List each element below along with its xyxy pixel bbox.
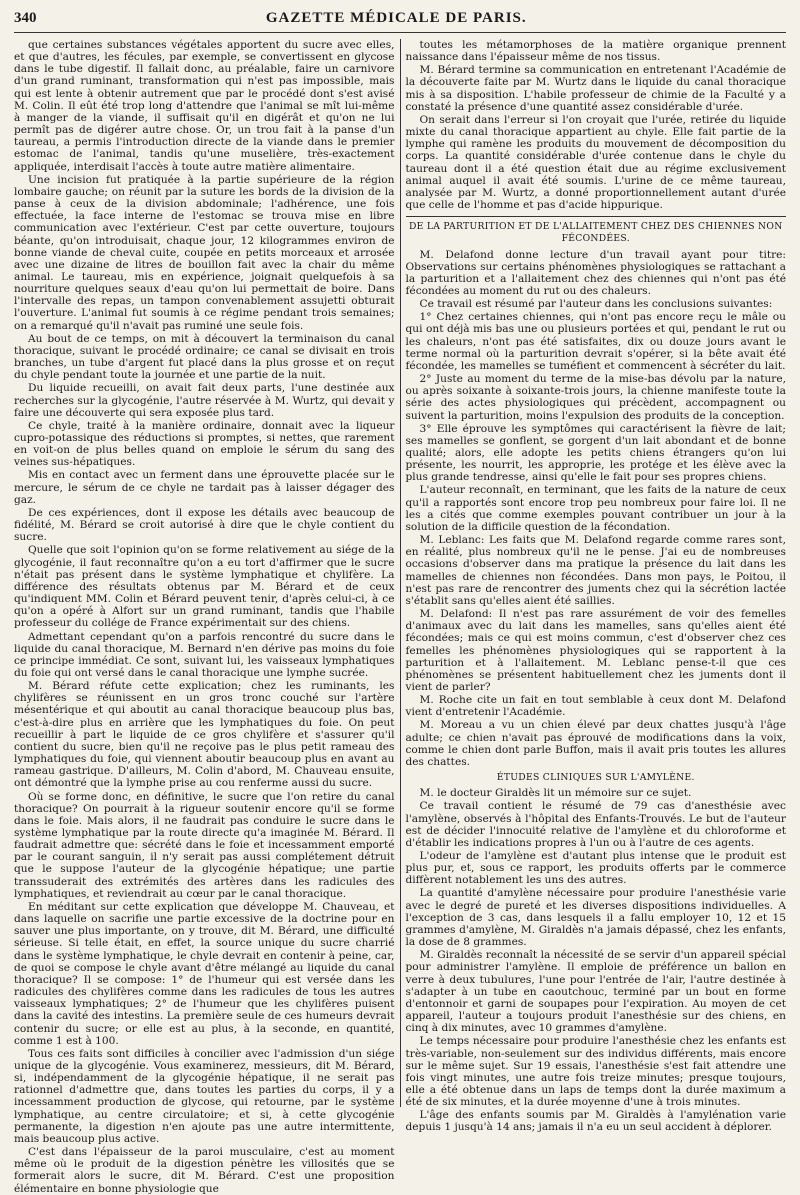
paragraph: C'est dans l'épaisseur de la paroi musculaire, c'est au moment même où le produit de la digestion pénètre les villosités que se formerait alors le sucre, dit M. Bérard. C'est une proposition élémentaire en bonne physiologie que [14,1146,395,1195]
paragraph: On serait dans l'erreur si l'on croyait que l'urée, retirée du liquide mixte du canal thoracique appartient au chyle. Elle fait partie de la lymphe qui ramène les produits du mouvement de décomposition du corps. La quantité considérable d'urée contenue dans le chyle du taureau dont il a été question était due au régime exclusivement animal auquel il avait été soumis. L'urine de ce même taureau, analysée par M. Wurtz, a donné proportionnellement autant d'urée que celle de l'homme et pas d'acide hippurique. [405,113,786,212]
paragraph: Admettant cependant qu'on a parfois rencontré du sucre dans le liquide du canal thoracique, M. Bernard n'en dérive pas moins du foie ce principe immédiat. Ce sont, suivant lui, les vaisseaux lymphatiques du foie qui ont versé dans le canal thoracique une lymphe sucrée. [14,630,395,679]
paragraph: M. Bérard réfute cette explication; chez les ruminants, les chylifères se réunissent en un gros tronc couché sur l'artère mésentérique et qui aboutit au canal thoracique beaucoup plus bas, c'est-à-dire plus en arrière que les lymphatiques du foie. On peut recueillir à part le liquide de ce gros chylifère et s'assurer qu'il contient du sucre, bien qu'il ne reçoive pas le plus petit rameau des lymphatiques du foie, qui viennent aboutir beaucoup plus en avant au rameau gastrique. D'ailleurs, M. Colin d'abord, M. Chauveau ensuite, ont démontré que la lymphe prise au cou renferme aussi du sucre. [14,680,395,790]
paragraph: Où se forme donc, en définitive, le sucre que l'on retire du canal thoracique? On pourrait à la rigueur soutenir encore qu'il se forme dans le foie. Mais alors, il ne faudrait pas conduire le sucre dans le système lymphatique par la route directe qu'a imaginée M. Bérard. Il faudrait admettre que: sécrété dans le foie et incessamment emporté par le courant sanguin, il n'y serait pas aussi complétement détruit que le suppose l'auteur de la glycogénie hépatique; une partie transsuderait des extrémités des artères dans les radicules des lymphatiques, et reviendrait au cœur par le canal thoracique. [14,790,395,900]
paragraph: M. Giraldès reconnaît la nécessité de se servir d'un appareil spécial pour administrer l'amylène. Il emploie de préférence un ballon en verre à deux tubulures, l'une pour l'entrée de l'air, l'autre destinée à s'adapter à un tube en caoutchouc, terminé par un bout en forme d'entonnoir et garni de soupapes pour l'expiration. Au moyen de cet appareil, l'auteur a toujours produit l'anesthésie sur des chiens, en cinq à dix minutes, avec 10 grammes d'amylène. [405,949,786,1035]
right-column [401,39,787,1134]
journal-title: GAZETTE MÉDICALE DE PARIS. [265,10,527,26]
paragraph: Au bout de ce temps, on mit à découvert la terminaison du canal thoracique, suivant le procédé ordinaire; ce canal se divisait en trois branches, un tube d'argent fut placé dans la plus grosse et on reçut du chyle pendant toute la journée et une partie de la nuit. [14,332,395,382]
paragraph: La quantité d'amylène nécessaire pour produire l'anesthésie varie avec le degré de pureté et les diverses dispositions individuelles. A l'exception de 3 cas, dans lesquels il a fallu employer 10, 12 et 15 grammes d'amylène, M. Giraldès n'a jamais dépassé, chez les enfants, la dose de 8 grammes. [405,887,786,949]
paragraph: M. Delafond donne lecture d'un travail ayant pour titre: Observations sur certains phénomènes physiologiques se rattachant a la parturition et a l'allaitement chez des chiennes qui n'ont pas été fécondées au moment du rut ou des chaleurs. [405,248,786,297]
paragraph: Tous ces faits sont difficiles à concilier avec l'admission d'un siége unique de la glycogénie. Vous examinerez, messieurs, dit M. Bérard, si, indépendamment de la glycogénie hépatique, il ne serait pas rationnel d'admettre que, dans toutes les parties du corps, il y a incessamment production de glycose, qui retourne, par le système lymphatique, au centre circulatoire; et si, à cette glycogénie permanente, la digestion n'en ajoute pas une autre intermittente, mais beaucoup plus active. [14,1047,395,1145]
section-title-amylene: ÉTUDES CLINIQUES SUR L'AMYLÈNE. [496,772,695,784]
paragraph: 2° Juste au moment du terme de la mise-bas dévolu par la nature, ou après soixante à soixante-trois jours, la chienne manifeste toute la série des actes physiologiques qui précèdent, accompagnent ou suivent la parturition, moins l'expulsion des produits de la conception. [405,373,786,422]
paragraph: Ce chyle, traité à la manière ordinaire, donnait avec la liqueur cupro-potassique des réductions si promptes, si nettes, que rarement en voit-on de plus belles quand on emploie le sérum du sang des veines sus-hépatiques. [14,419,395,469]
paragraph: Du liquide recueilli, on avait fait deux parts, l'une destinée aux recherches sur la glycogénie, l'autre réservée à M. Wurtz, qui devait y faire une découverte qui sera exposée plus tard. [14,382,395,419]
page-number: 340 [14,10,37,26]
section-rule [406,216,787,217]
paragraph: M. Moreau a vu un chien élevé par deux chattes jusqu'à l'âge adulte; ce chien n'avait pas éprouvé de modifications dans la voix, comme le chien dont parle Buffon, mais il avait pris toutes les allures des chattes. [405,719,786,768]
paragraph: M. Delafond: Il n'est pas rare assurément de voir des femelles d'animaux avec du lait dans les mamelles, sans qu'elles aient été fécondées; mais ce qui est moins commun, c'est d'observer chez ces femelles les phénomènes physiologiques qui se rapportent à la parturition et à l'allaitement. M. Leblanc pense-t-il que ces phénomènes se présentent habituellement chez les juments dont il vient de parler? [405,608,786,693]
paragraph: M. le docteur Giraldès lit un mémoire sur ce sujet. [419,787,692,800]
paragraph: toutes les métamorphoses de la matière organique prennent naissance dans l'épaisseur même de nos tissus. [405,39,786,64]
paragraph: Ce travail contient le résumé de 79 cas d'anesthésie avec l'amylène, observés à l'hôpital des Enfants-Trouvés. Le but de l'auteur est de décider l'innocuité relative de l'amylène et du chloroforme et d'établir les indications propres à l'un ou à l'autre de ces agents. [405,800,786,849]
paragraph: Le temps nécessaire pour produire l'anesthésie chez les enfants est très-variable, non-seulement sur des individus différents, mais encore sur le même sujet. Sur 19 essais, l'anesthésie s'est fait attendre une fois vingt minutes, une autre fois treize minutes; presque toujours, elle a été obtenue dans un laps de temps dont la durée maximum a été de six minutes, et la durée moyenne d'une à trois minutes. [405,1035,786,1109]
paragraph: Quelle que soit l'opinion qu'on se forme relativement au siége de la glycogénie, il faut reconnaître qu'on a eu tort d'affirmer que le sucre n'était pas présent dans le système lymphatique et chylifère. La différence des résultats obtenus par M. Bérard et de ceux qu'indiquent MM. Colin et Bérard peuvent tenir, d'après celui-ci, à ce qu'on a opéré à Alfort sur un grand ruminant, tandis que l'habile professeur du collége de France expérimentait sur des chiens. [14,544,395,630]
running-head [14,10,786,33]
paragraph: Une incision fut pratiquée à la partie supérieure de la région lombaire gauche; on réunit par la suture les bords de la division de la panse à ceux de la division abdominale; l'adhérence, une fois effectuée, la face interne de l'estomac se trouva mise en libre communication avec l'extérieur. C'est par cette ouverture, toujours béante, qu'on introduisait, chaque jour, 12 kilogrammes environ de bonne viande de cheval cuite, coupée en petits morceaux et arrosée avec une dizaine de litres de bouillon fait avec la chair du même animal. Le taureau, mis en expérience, joignait quelquefois à sa nourriture quelques seaux d'eau qu'on lui permettait de boire. Dans l'intervalle des repas, un tampon convenablement assujetti obturait l'ouverture. L'animal fut soumis à ce régime pendant trois semaines; on a remarqué qu'il n'avait pas ruminé une seule fois. [14,173,395,332]
paragraph: L'âge des enfants soumis par M. Giraldès à l'amylénation varie depuis 1 jusqu'à 14 ans; jamais il n'a eu un seul accident à déplorer. [405,1109,786,1134]
paragraph: L'odeur de l'amylène est d'autant plus intense que le produit est plus pur, et, sous ce rapport, les produits offerts par le commerce diffèrent notablement les uns des autres. [405,850,786,887]
paragraph: M. Bérard termine sa communication en entretenant l'Académie de la découverte faite par M. Wurtz dans le liquide du canal thoracique mis à sa disposition. L'habile professeur de chimie de la Faculté y a constaté la présence d'une quantité assez considérable d'urée. [405,64,786,113]
paragraph: M. Leblanc: Les faits que M. Delafond regarde comme rares sont, en réalité, plus nombreux qu'il ne le pense. J'ai eu de nombreuses occasions d'observer dans ma pratique la présence du lait dans les mamelles de chiennes non fécondées. Dans mon pays, le Poitou, il n'est pas rare de rencontrer des juments chez qui la sécrétion lactée s'établit sans qu'elles aient été saillies. [405,534,786,607]
paragraph: Mis en contact avec un ferment dans une éprouvette placée sur le mercure, le sérum de ce chyle ne tardait pas à laisser dégager des gaz. [14,469,395,506]
paragraph: En méditant sur cette explication que développe M. Chauveau, et dans laquelle on sacrifie une partie excessive de la doctrine pour en sauver une plus importante, on y trouve, dit M. Bérard, une difficulté sérieuse. Si telle était, en effet, la source unique du sucre charrié dans le système lymphatique, le chyle devrait en contenir à peine, car, de quoi se compose le chyle avant d'être mélangé au liquide du canal thoracique? Il se compose: 1° de l'humeur qui est versée dans les radicules des chylifères comme dans les radicules de tous les autres vaisseaux lymphatiques; 2° de l'humeur que les chylifères puisent dans la cavité des intestins. La première seule de ces humeurs devrait contenir du sucre; or elle est au plus, à la seconde, en quantité, comme 1 est à 100. [14,900,395,1047]
paragraph: De ces expériences, dont il expose les détails avec beaucoup de fidélité, M. Bérard se croit autorisé à dire que le chyle contient du sucre. [14,506,395,544]
left-column [14,39,400,1195]
paragraph: 1° Chez certaines chiennes, qui n'ont pas encore reçu le mâle ou qui ont déjà mis bas une ou plusieurs portées et qui, pendant le rut ou les chaleurs, n'ont pas été satisfaites, dix ou douze jours avant le terme normal où la parturition devrait s'opérer, si la bête avait été fécondée, les mamelles se tuméfient et commencent à sécréter du lait. [405,311,786,372]
section-title-parturition: DE LA PARTURITION ET DE L'ALLAITEMENT CHEZ DES CHIENNES NON FÉCONDÉES. [408,221,783,245]
text-columns [14,39,786,1195]
paragraph: M. Roche cite un fait en tout semblable à ceux dont M. Delafond vient d'entretenir l'Académie. [405,694,786,719]
paragraph: Ce travail est résumé par l'auteur dans les conclusions suivantes: [419,298,773,311]
paragraph: L'auteur reconnaît, en terminant, que les faits de la nature de ceux qu'il a rapportés sont encore trop peu nombreux pour faire loi. Il ne les a cités que comme exemples pouvant contribuer un jour à la solution de la difficile question de la fécondation. [405,484,786,533]
paragraph: que certaines substances végétales apportent du sucre avec elles, et que d'autres, les fécules, par exemple, se convertissent en glycose dans le tube digestif. Il fallait donc, au préalable, faire un carnivore d'un grand ruminant, transformation qui n'est pas impossible, mais qui est lente à obtenir autrement que par le procédé dont s'est avisé M. Colin. Il eût été trop long d'attendre que l'animal se mît lui-même à manger de la viande, il suffisait qu'il en digérât et qu'on ne lui permît pas de digérer autre chose. Or, un trou fait à la panse d'un taureau, a permis l'introduction directe de la viande dans le premier estomac de l'animal, tandis qu'une muselière, très-exactement appliquée, interdisait l'accès à toute autre matière alimentaire. [14,39,395,173]
paragraph: 3° Elle éprouve les symptômes qui caractérisent la fièvre de lait; ses mamelles se gonflent, se gorgent d'un lait abondant et de bonne qualité; alors, elle adopte les petits chiens étrangers qu'on lui présente, les nourrit, les approprie, les protége et les élève avec la plus grande tendresse, ainsi qu'elle le fait pour ses propres chiens. [405,422,786,484]
